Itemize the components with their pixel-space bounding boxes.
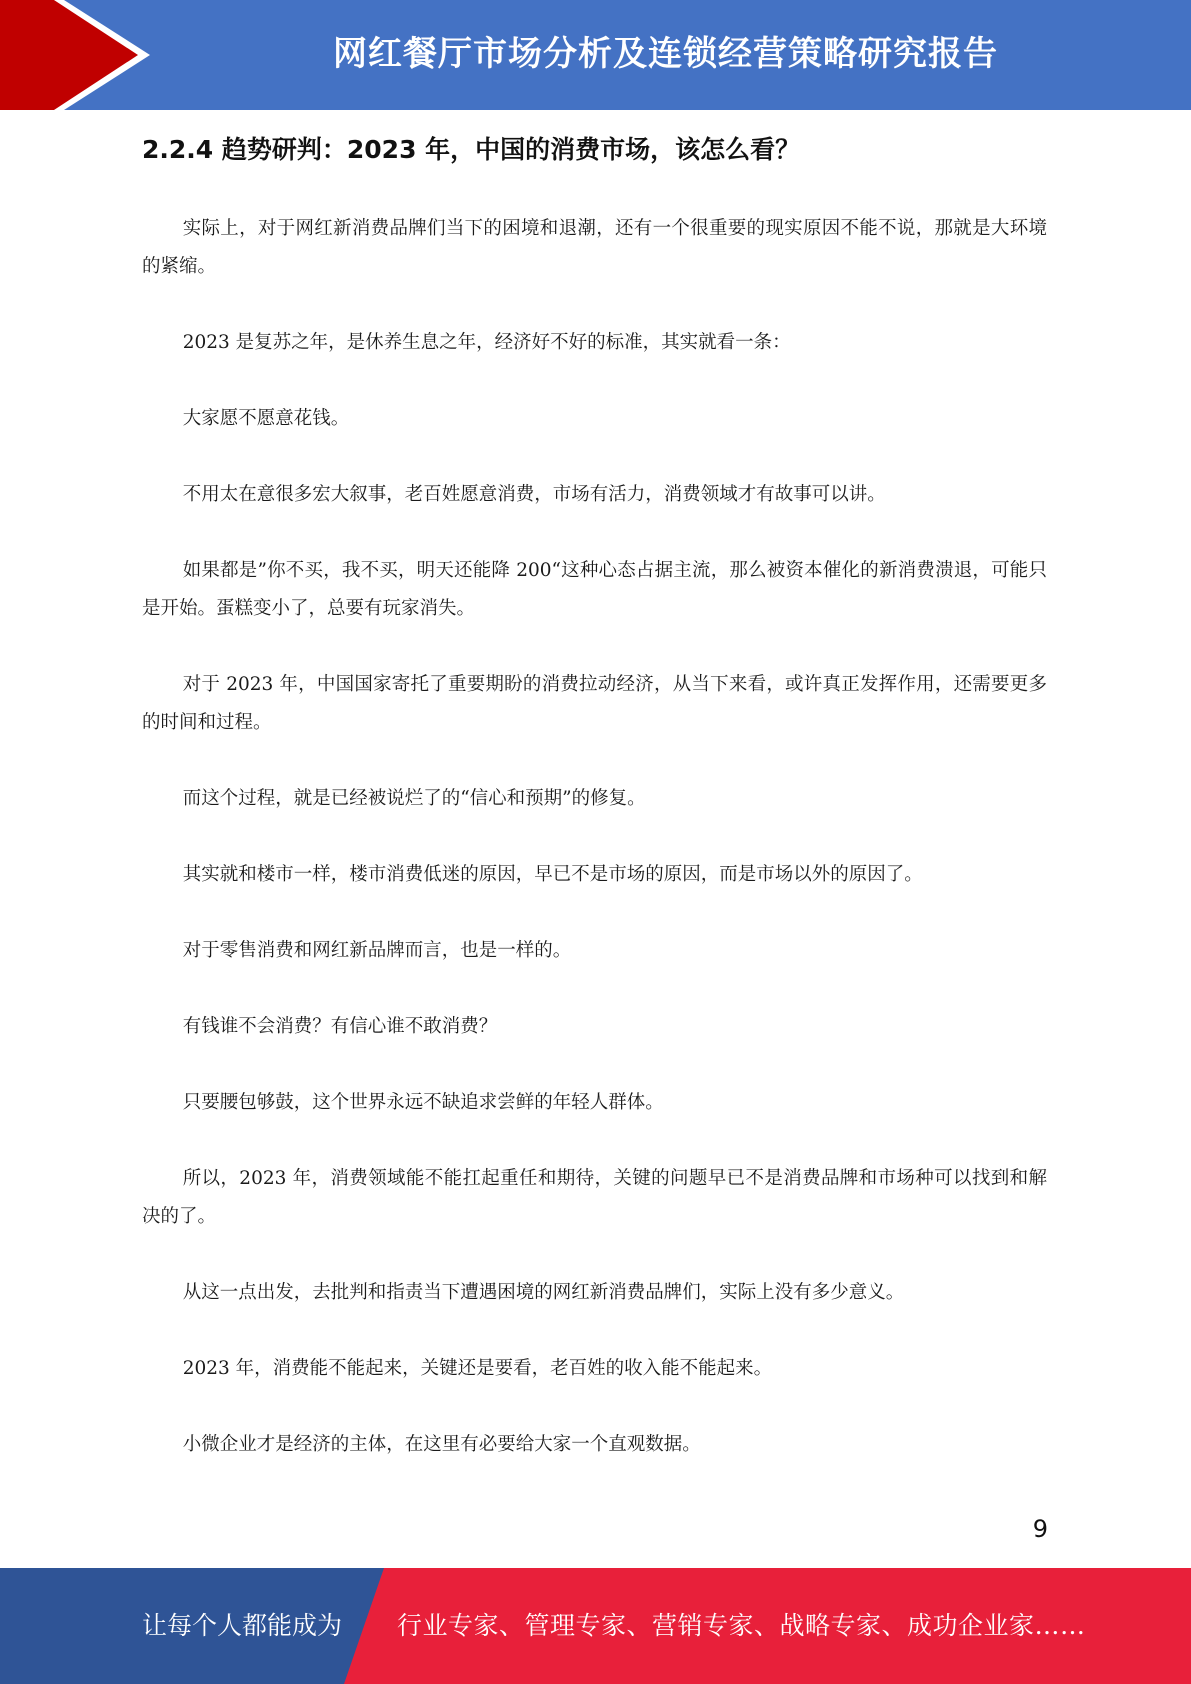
- paragraph: 对于零售消费和网红新品牌而言，也是一样的。: [182, 940, 572, 961]
- header-chevron-decoration: [0, 0, 160, 110]
- paragraph: 2023 是复苏之年，是休养生息之年，经济好不好的标准，其实就看一条：: [182, 332, 791, 353]
- paragraph: 只要腰包够鼓，这个世界永远不缺追求尝鲜的年轻人群体。: [182, 1092, 664, 1113]
- paragraph: 有钱谁不会消费？有信心谁不敢消费？: [182, 1016, 498, 1037]
- paragraph: 如果都是”你不买，我不买，明天还能降 200“这种心态占据主流，那么被资本催化的新消费溃退，可能只是开始。蛋糕变小了，总要有玩家消失。: [142, 560, 1047, 619]
- paragraph: 其实就和楼市一样，楼市消费低迷的原因，早已不是市场的原因，而是市场以外的原因了。: [182, 864, 923, 885]
- paragraph: 实际上，对于网红新消费品牌们当下的困境和退潮，还有一个很重要的现实原因不能不说，那就是大环境的紧缩。: [142, 218, 1047, 277]
- footer-slogan-right: 行业专家、管理专家、营销专家、战略专家、成功企业家……: [397, 1611, 1086, 1640]
- page-number: 9: [1032, 1515, 1048, 1543]
- page-footer: [0, 1568, 1191, 1684]
- paragraph: 所以，2023 年，消费领域能不能扛起重任和期待，关键的问题早已不是消费品牌和市场种可以找到和解决的了。: [142, 1168, 1047, 1227]
- report-title: 网红餐厅市场分析及连锁经营策略研究报告: [333, 34, 998, 74]
- body-text: [142, 210, 1047, 1502]
- paragraph: 不用太在意很多宏大叙事，老百姓愿意消费，市场有活力，消费领域才有故事可以讲。: [182, 484, 886, 505]
- paragraph: 2023 年，消费能不能起来，关键还是要看，老百姓的收入能不能起来。: [182, 1358, 773, 1379]
- paragraph: 而这个过程，就是已经被说烂了的“信心和预期”的修复。: [182, 788, 646, 809]
- footer-slogan-left: 让每个人都能成为: [142, 1611, 343, 1640]
- section-heading: 2.2.4 趋势研判：2023 年，中国的消费市场，该怎么看？: [142, 135, 801, 164]
- page-header: [0, 0, 1191, 110]
- paragraph: 对于 2023 年，中国国家寄托了重要期盼的消费拉动经济，从当下来看，或许真正发挥作用，还需要更多的时间和过程。: [142, 674, 1047, 733]
- paragraph: 大家愿不愿意花钱。: [182, 408, 350, 429]
- paragraph: 从这一点出发，去批判和指责当下遭遇困境的网红新消费品牌们，实际上没有多少意义。: [182, 1282, 905, 1303]
- paragraph: 小微企业才是经济的主体，在这里有必要给大家一个直观数据。: [182, 1434, 701, 1455]
